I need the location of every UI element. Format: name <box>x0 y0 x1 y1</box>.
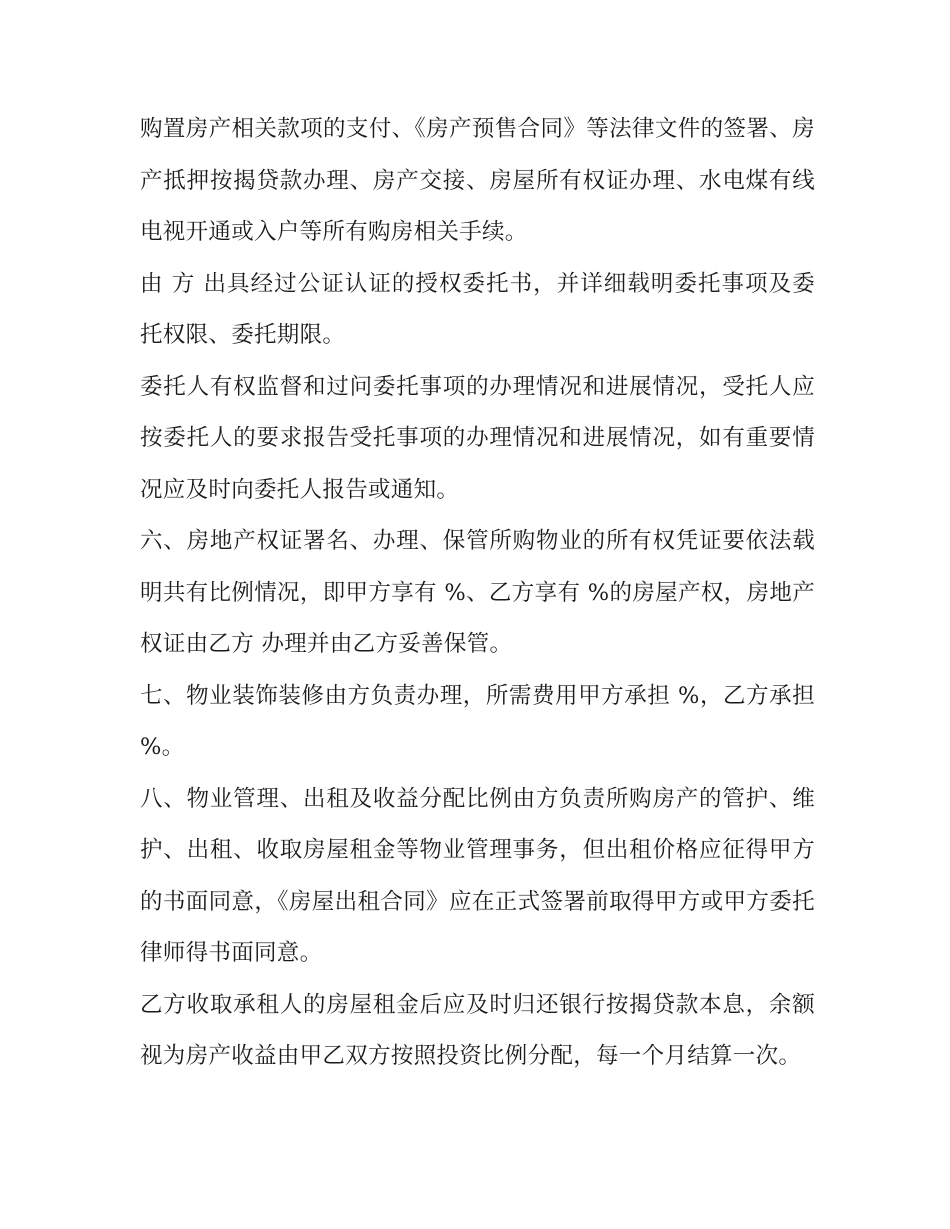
paragraph-section-six-title-deed: 六、房地产权证署名、办理、保管所购物业的所有权凭证要依法载明共有比例情况，即甲方享有 %、乙方享有 %的房屋产权，房地产权证由乙方 办理并由乙方妥善保管。 <box>140 528 815 657</box>
document-page <box>140 104 815 1083</box>
paragraph-rent-distribution: 乙方收取承租人的房屋租金后应及时归还银行按揭贷款本息，余额视为房产收益由甲乙双方按照投资比例分配，每一个月结算一次。 <box>140 991 815 1069</box>
paragraph-section-eight-management: 八、物业管理、出租及收益分配比例由方负责所购房产的管护、维护、出租、收取房屋租金等物业管理事务，但出租价格应征得甲方的书面同意，《房屋出租合同》应在正式签署前取得甲方或甲方委托律师得书面同意。 <box>140 785 815 966</box>
paragraph-supervision-rights: 委托人有权监督和过问委托事项的办理情况和进展情况，受托人应按委托人的要求报告受托事项的办理情况和进展情况，如有重要情况应及时向委托人报告或通知。 <box>140 373 815 503</box>
paragraph-purchase-procedures: 购置房产相关款项的支付、《房产预售合同》等法律文件的签署、房产抵押按揭贷款办理、房产交接、房屋所有权证办理、水电煤有线电视开通或入户等所有购房相关手续。 <box>140 116 815 245</box>
paragraph-notarized-authorization: 由 方 出具经过公证认证的授权委托书，并详细载明委托事项及委托权限、委托期限。 <box>140 270 815 348</box>
paragraph-section-seven-decoration: 七、物业装饰装修由方负责办理，所需费用甲方承担 %，乙方承担 %。 <box>140 682 815 760</box>
